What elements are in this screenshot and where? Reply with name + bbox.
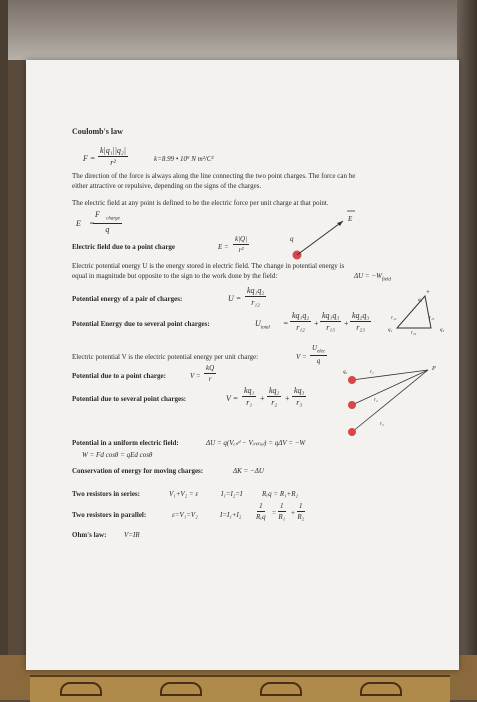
several-potential-term <box>292 386 306 407</box>
several-potential-numerator: kq₃ <box>294 386 305 395</box>
diagram-r1-label: r₁ <box>370 370 374 375</box>
potential-energy-text: equal in magnitude but opposite to the sign to the work done by the field: <box>72 272 278 280</box>
parallel-label: Two resistors in parallel: <box>72 511 147 519</box>
several-label: Potential Energy due to several point charges: <box>72 320 210 328</box>
potential-def-lhs: V = <box>296 353 307 361</box>
direction-text: The direction of the force is always along the line connecting the two point charges. The force can be <box>72 172 356 180</box>
several-potential-lhs: V = <box>226 394 239 403</box>
several-lhs-main: U <box>255 319 261 328</box>
several-equals: = <box>283 319 289 328</box>
point-charge-numerator: k|Q| <box>235 235 248 243</box>
section-title: Coulomb's law <box>72 127 123 136</box>
triangle-q1-label: q₁ <box>418 298 423 303</box>
uniform-label: Potential in a uniform electric field: <box>72 439 179 447</box>
efield-numerator-sub: charge <box>106 216 120 222</box>
parallel-fraction-denominator: R₁ <box>278 513 286 521</box>
parallel-fraction-lhs <box>256 502 266 521</box>
diagram-r2-label: r₂ <box>374 398 378 403</box>
efield-definition: The electric field at any point is defined to be the electric force per unit charge at that point. <box>72 199 329 207</box>
field-line <box>297 221 343 255</box>
point-potential-denominator: r <box>208 375 212 383</box>
several-term <box>350 311 371 332</box>
plus-sign: + <box>344 319 349 328</box>
several-term-denominator: r₁₃ <box>326 323 335 332</box>
plus-sign: + <box>291 509 295 517</box>
point-charge-lhs: E = <box>218 243 229 251</box>
coulomb-numerator: k|q₁||q₂| <box>100 146 126 155</box>
work-eq: W = Fd cosθ = qEd cosθ <box>82 451 153 459</box>
several-term-denominator: r₂₃ <box>356 323 365 332</box>
ohm-eq: V=IR <box>124 531 140 539</box>
diagram-q0-label: q₀ <box>343 370 348 375</box>
rug-pattern <box>160 682 202 696</box>
triangle-q2-label: q₂ <box>388 328 393 333</box>
triangle-plus-label: + <box>426 288 430 296</box>
rug-pattern <box>260 682 302 696</box>
charge-dot <box>348 428 356 436</box>
potential-def-numerator-sub: elec <box>317 349 326 355</box>
series-eq-resistance: Rₑq = R₁+R₂ <box>262 490 298 498</box>
several-term-numerator: kq₁q₂ <box>292 311 310 320</box>
potential-definition: Electric potential V is the electric potential energy per unit charge: <box>72 353 259 361</box>
parallel-fraction-denominator: R₂ <box>297 513 305 521</box>
several-potential-numerator: kq₂ <box>269 386 280 395</box>
point-potential-fraction <box>204 364 216 383</box>
plus-sign: + <box>314 319 319 328</box>
several-lhs-sub: total <box>260 325 270 331</box>
charge-dot <box>348 401 356 409</box>
rug-pattern <box>60 682 102 696</box>
series-eq-current: I₁=I₂=I <box>221 490 243 498</box>
coulomb-lhs: F = <box>83 154 96 163</box>
point-charge-label: Electric field due to a point charge <box>72 243 176 251</box>
parallel-fraction-numerator: 1 <box>280 502 284 510</box>
parallel-eq-voltage: ε=V₁=V₂ <box>172 511 198 519</box>
conservation-eq: ΔK = −ΔU <box>233 467 264 475</box>
several-charges-diagram <box>340 360 440 445</box>
rug-pattern <box>360 682 402 696</box>
pair-label: Potential energy of a pair of charges: <box>72 295 183 303</box>
efield-numerator: F⃗ <box>95 210 107 219</box>
diagram-P-label: P <box>432 366 436 372</box>
point-charge-diagram <box>285 215 365 265</box>
point-potential-numerator: kQ <box>206 364 215 372</box>
triangle-q3-label: q₃ <box>440 328 445 333</box>
potential-def-denominator: q <box>316 357 321 366</box>
several-potential-denominator: r₂ <box>271 398 278 407</box>
series-label: Two resistors in series: <box>72 490 140 498</box>
pair-denominator: r₁₂ <box>251 298 260 307</box>
several-potential-denominator: r₁ <box>246 398 253 407</box>
potential-energy-eq-main: ΔU = −W <box>354 272 382 280</box>
several-potential-denominator: r₃ <box>296 398 303 407</box>
parallel-fraction-2 <box>297 502 305 521</box>
diagram-r3-label: r₃ <box>380 422 384 427</box>
potential-def-numerator: U <box>312 344 318 352</box>
parallel-fraction-1 <box>278 502 286 521</box>
diagram-E-label: E <box>348 215 353 223</box>
efield-lhs: E⃗ = <box>76 219 95 228</box>
pair-numerator: kq₁q₂ <box>247 286 265 295</box>
efield-denominator: q <box>105 224 110 234</box>
coulomb-fraction <box>98 146 128 167</box>
coulomb-denominator: r² <box>110 158 116 167</box>
triangle-r12-label: r₁₂ <box>391 316 397 321</box>
several-lhs <box>255 320 270 331</box>
triangle-r23-label: r₂₃ <box>411 331 417 336</box>
potential-energy-eq-sub: field <box>381 277 391 283</box>
k-constant: k=8.99 • 10⁹ N m²/C² <box>154 155 214 163</box>
pair-lhs: U = <box>228 294 242 303</box>
several-potential-term <box>267 386 281 407</box>
point-potential-lhs: V = <box>190 372 201 380</box>
potential-energy-text: Electric potential energy U is the energy stored in electric field. The change in potential energy is <box>72 262 345 270</box>
potential-def-fraction <box>310 344 327 365</box>
several-potential-label: Potential due to several point charges: <box>72 395 187 403</box>
plus-sign: + <box>285 394 290 403</box>
point-charge-denominator: r² <box>238 246 244 254</box>
series-eq-voltage: V₁+V₂ = ε <box>169 490 199 498</box>
triangle-shape <box>397 296 431 328</box>
potential-energy-eq <box>354 273 391 282</box>
parallel-eq-current: I=I₁+I₂ <box>220 511 242 519</box>
uniform-eq: ΔU = q(Vₑₙᵈ − Vᵢₙᵢₜᵢₐₗ) = qΔV = −W <box>206 439 306 447</box>
triangle-r13-label: r₁₃ <box>429 316 435 321</box>
several-term-denominator: r₁₂ <box>296 323 305 332</box>
several-potential-term <box>242 386 256 407</box>
background-right <box>457 0 477 700</box>
parallel-fraction-numerator: 1 <box>259 502 263 510</box>
several-potential-numerator: kq₁ <box>244 386 255 395</box>
several-term-numerator: kq₁q₃ <box>322 311 340 320</box>
several-term-numerator: kq₂q₃ <box>352 311 370 320</box>
point-charge-fraction <box>233 235 249 254</box>
diagram-q-label: q <box>290 235 294 243</box>
plus-sign: + <box>260 394 265 403</box>
several-term <box>320 311 341 332</box>
efield-fraction <box>93 210 122 234</box>
parallel-fraction-numerator: 1 <box>299 502 303 510</box>
parallel-equals: = <box>272 509 276 517</box>
direction-text: either attractive or repulsive, depending on the signs of the charges. <box>72 182 262 190</box>
conservation-label: Conservation of energy for moving charges: <box>72 467 204 475</box>
charge-dot <box>348 376 356 384</box>
pair-fraction <box>245 286 266 307</box>
distance-line <box>352 370 428 432</box>
parallel-fraction-denominator: Rₑq <box>256 513 266 521</box>
several-term <box>290 311 311 332</box>
background-top <box>0 0 477 60</box>
ohm-label: Ohm's law: <box>72 531 107 539</box>
point-potential-label: Potential due to a point charge: <box>72 372 166 380</box>
background-left <box>0 0 8 700</box>
